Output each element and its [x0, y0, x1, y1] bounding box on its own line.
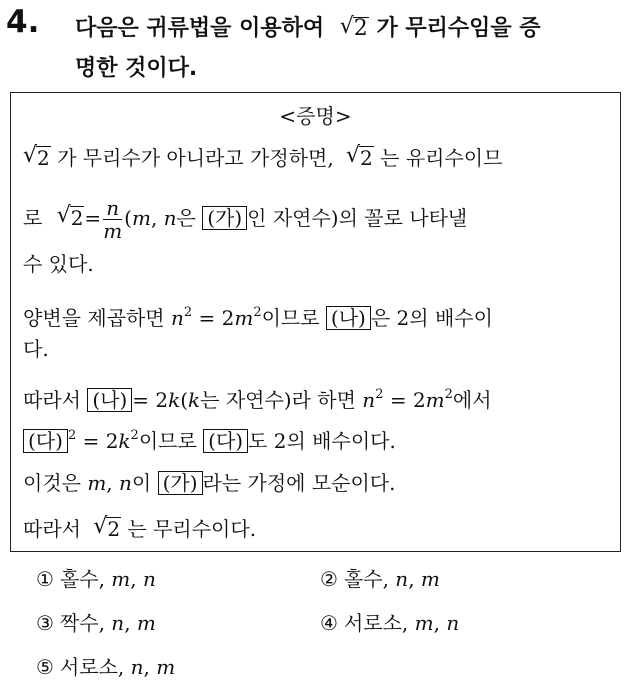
blank-na: (나) — [87, 388, 132, 412]
question-line-1 — [75, 11, 541, 42]
var: n — [446, 611, 460, 635]
proof-text: 은 2의 배수이 — [370, 306, 493, 330]
proof-text: 라는 가정에 모순이다. — [202, 471, 396, 495]
proof-text: 는 무리수이다. — [127, 517, 257, 541]
var: m — [156, 655, 176, 679]
choice-word: 서로소, — [343, 611, 409, 635]
proof-text: 양변을 제곱하면 — [23, 306, 165, 330]
proof-line-3: 수 있다. — [23, 252, 94, 276]
question-line-2: 명한 것이다. — [75, 56, 198, 81]
sqrt-two: √ 2 — [23, 143, 50, 170]
proof-text: 는 유리수이므 — [380, 146, 503, 170]
proof-text: 은 — [176, 206, 196, 230]
proof-line-6 — [23, 382, 492, 413]
comma: , — [408, 567, 415, 591]
var-n: n — [170, 306, 184, 330]
exponent: 2 — [67, 428, 77, 443]
blank-na: (나) — [326, 306, 371, 330]
blank-ga: (가) — [202, 206, 247, 230]
choice-word: 짝수, — [59, 611, 105, 635]
radicand: 2 — [107, 517, 121, 541]
choice-marker: ④ — [320, 611, 338, 635]
comma: , — [124, 611, 131, 635]
choice-2[interactable] — [320, 563, 440, 592]
sqrt-two: √ 2 — [339, 14, 368, 41]
choice-word: 홀수, — [59, 567, 105, 591]
sqrt-two: √ 2 — [56, 203, 84, 230]
exponent: 2 — [183, 305, 193, 320]
var: n — [395, 567, 409, 591]
var-m: m — [131, 206, 151, 230]
numerator: n — [103, 197, 122, 220]
var: m — [420, 567, 440, 591]
proof-text: 이므로 — [261, 306, 320, 330]
choice-1[interactable] — [36, 563, 156, 592]
comma: , — [143, 655, 150, 679]
fraction-n-over-m — [103, 197, 122, 242]
choice-4[interactable] — [320, 607, 459, 636]
equals-two: = 2 — [198, 306, 235, 330]
var: m — [111, 567, 131, 591]
equals-two: = 2 — [132, 388, 169, 412]
proof-line-7 — [23, 423, 396, 454]
proof-text: 따라서 — [23, 517, 81, 541]
proof-text: 이므로 — [138, 429, 197, 453]
comma: , — [130, 567, 137, 591]
question-text-b: 가 무리수임을 증 — [376, 16, 541, 41]
paren: ( — [180, 388, 189, 412]
exponent: 2 — [375, 387, 384, 402]
var-n: n — [163, 206, 177, 230]
proof-line-4 — [23, 300, 493, 331]
proof-text: 이 — [131, 471, 152, 495]
var: n — [142, 567, 156, 591]
choice-word: 홀수, — [343, 567, 389, 591]
var: m — [414, 611, 434, 635]
sqrt-two: √ 2 — [93, 514, 121, 541]
choice-marker: ⑤ — [36, 655, 54, 679]
proof-box — [10, 92, 621, 552]
proof-text: 인 자연수)의 꼴로 나타낼 — [247, 206, 468, 230]
choice-word: 서로소, — [59, 655, 125, 679]
sqrt-two: √ 2 — [346, 143, 373, 170]
proof-text: 도 2의 배수이다. — [248, 429, 396, 453]
proof-text: 에서 — [452, 388, 492, 412]
var-m: m — [425, 388, 445, 412]
proof-line-1 — [23, 145, 502, 171]
exponent: 2 — [444, 387, 453, 402]
blank-da: (다) — [203, 429, 248, 453]
equals-two: = 2 — [389, 388, 426, 412]
proof-line-2 — [23, 197, 467, 242]
blank-ga: (가) — [158, 471, 203, 495]
radicand: 2 — [360, 146, 373, 170]
equals-sign: = — [84, 206, 102, 230]
var-m: m — [87, 471, 107, 495]
comma: , — [433, 611, 440, 635]
var-k: k — [168, 388, 181, 412]
choice-marker: ① — [36, 567, 54, 591]
var: n — [111, 611, 125, 635]
proof-text: 따라서 — [23, 388, 81, 412]
choice-5[interactable] — [36, 651, 175, 680]
proof-title: <증명> — [279, 104, 352, 128]
comma: , — [106, 471, 113, 495]
proof-text: 이것은 — [23, 471, 81, 495]
var-n: n — [362, 388, 376, 412]
proof-line-8 — [23, 470, 395, 496]
equals-two: = 2 — [82, 429, 119, 453]
comma: , — [150, 206, 158, 230]
proof-text: 가 무리수가 아니라고 가정하면, — [57, 146, 334, 170]
var-k: k — [118, 429, 131, 453]
radicand: 2 — [37, 146, 50, 170]
paren: ( — [124, 206, 132, 230]
var-n: n — [119, 471, 132, 495]
exponent: 2 — [253, 305, 262, 320]
radicand: 2 — [353, 16, 368, 41]
radicand: 2 — [70, 206, 84, 230]
var-m: m — [234, 306, 254, 330]
var: m — [136, 611, 156, 635]
choice-marker: ② — [320, 567, 338, 591]
choice-marker: ③ — [36, 611, 54, 635]
proof-line-5: 다. — [23, 337, 49, 361]
proof-text: 는 자연수)라 하면 — [200, 388, 356, 412]
question-text-a: 다음은 귀류법을 이용하여 — [75, 16, 325, 41]
question-number: 4. — [6, 4, 40, 40]
choice-3[interactable] — [36, 607, 156, 636]
exponent: 2 — [130, 428, 139, 443]
var: n — [130, 655, 144, 679]
proof-line-9 — [23, 516, 256, 542]
var-k: k — [188, 388, 201, 412]
denominator: m — [103, 219, 123, 243]
blank-da: (다) — [23, 429, 68, 453]
proof-text: 로 — [23, 206, 43, 230]
